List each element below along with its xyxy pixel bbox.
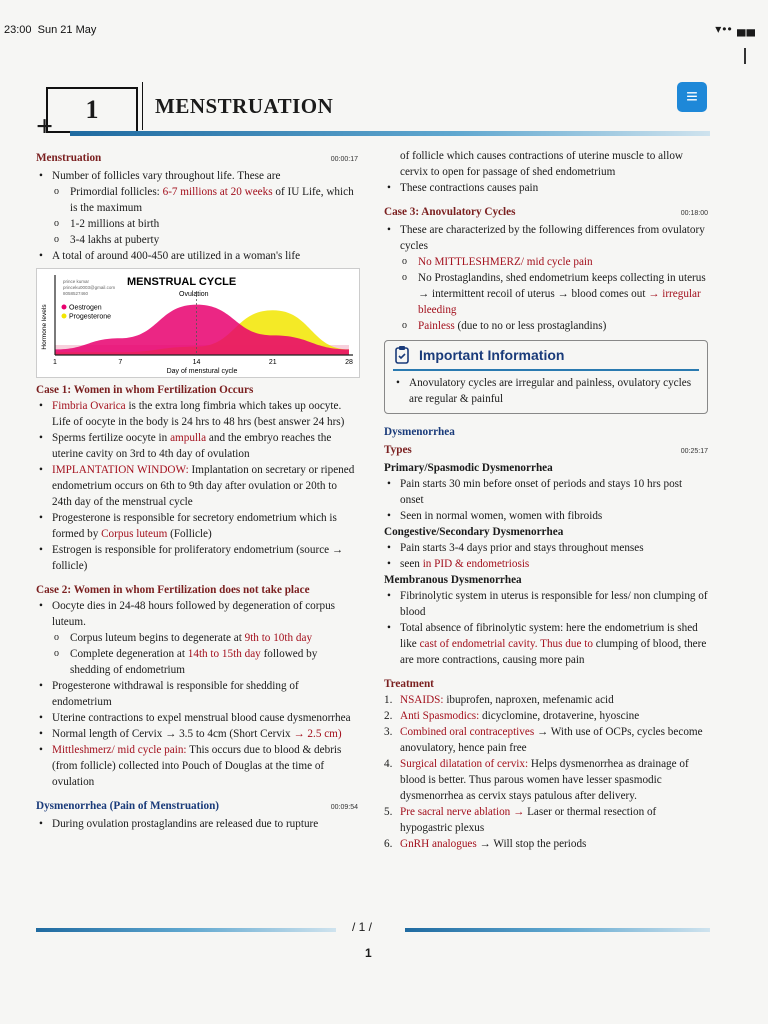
watermark-phone: 8058527460 (63, 291, 89, 296)
subheading-membranous: Membranous Dysmenorrhea (384, 574, 522, 586)
x-tick-label: 1 (53, 359, 57, 366)
list-item: • Fibrinolytic system in uterus is responsible for less/ non clumping of blood (384, 588, 708, 620)
y-axis-label: Hormone levels (41, 304, 48, 350)
list-item: • Mittleshmerz/ mid cycle pain: This occurs due to blood & debris (from follicle) collected into Pouch of Douglas at the time of ovulation (36, 742, 358, 790)
list-item: • A total of around 400-450 are utilized in a woman's life (36, 248, 358, 264)
treatment-item: 2. Anti Spasmodics: dicyclomine, drotaverine, hyoscine (384, 710, 640, 722)
video-timestamp[interactable]: 00:00:17 (330, 156, 358, 163)
list-item: • Normal length of Cervix → 3.5 to 4cm (Short Cervix → 2.5 cm) (36, 726, 358, 742)
list-item: • Uterine contractions to expel menstrual blood cause dysmenorrhea (36, 710, 358, 726)
sub-list-item: o Painless (due to no or less prostaglandins) (384, 318, 708, 334)
chart-title: MENSTRUAL CYCLE (127, 276, 237, 288)
info-title: Important Information (419, 347, 565, 363)
title-underline (70, 131, 710, 136)
list-item: • Seen in normal women, women with fibroids (384, 508, 708, 524)
left-column (36, 148, 358, 832)
legend-oestrogen-swatch (62, 305, 67, 310)
scroll-indicator (744, 48, 746, 64)
clipboard-icon (393, 345, 413, 365)
list-item: • Progesterone withdrawal is responsible for shedding of endometrium (36, 678, 358, 710)
chapter-title: MENSTRUATION (155, 94, 334, 118)
status-time-date (4, 24, 96, 36)
watermark-email: princeku0003@gmail.com (63, 285, 116, 290)
important-information-box (384, 340, 708, 414)
list-item: • Anovulatory cycles are irregular and painless, ovulatory cycles are regular & painful (393, 375, 699, 407)
sub-list-item: o 3-4 lakhs at puberty (36, 232, 358, 248)
list-item: • Fimbria Ovarica is the extra long fimbria which takes up oocyte. Life of oocyte in the body is 24 hrs to 48 hrs (best answer 24 hrs) (36, 398, 358, 430)
list-item: • During ovulation prostaglandins are released due to rupture (36, 816, 358, 832)
menstrual-cycle-chart (36, 268, 360, 378)
section-heading-case3: Case 3: Anovulatory Cycles 00:18:00 (384, 204, 708, 222)
list-item: • Pain starts 30 min before onset of periods and stays 10 hrs post onset (384, 476, 708, 508)
watermark-name: prince kumar (63, 279, 90, 284)
video-timestamp[interactable]: 00:25:17 (680, 448, 708, 455)
sub-list-item: o Corpus luteum begins to degenerate at 9th to 10th day (36, 630, 358, 646)
list-item: • Total absence of fibrinolytic system: here the endometrium is shed like cast of endometrial cavity. Thus due to clumping of blood, there are more contractions, causing more pain (384, 620, 708, 668)
list-item: • Sperms fertilize oocyte in ampulla and the embryo reaches the uterine cavity on 3rd to 4th day of ovulation (36, 430, 358, 462)
ovulation-label: Ovulation (179, 291, 209, 298)
sub-list-item: o No MITTLESHMERZ/ mid cycle pain (384, 254, 708, 270)
footer-rule-left (36, 928, 336, 932)
sub-list-item: o No Prostaglandins, shed endometrium keeps collecting in uterus → intermittent recoil of uterus → blood comes out → irregular bleeding (384, 270, 708, 318)
divider (142, 82, 143, 130)
status-date: Sun 21 May (37, 24, 97, 36)
list-item: • These are characterized by the following differences from ovulatory cycles (384, 222, 708, 254)
page-number: 1 (365, 946, 372, 960)
x-tick-label: 28 (345, 359, 353, 366)
list-item: • IMPLANTATION WINDOW: Implantation on secretary or ripened endometrium occurs on 6th to 9th day after ovulation or 20th to 24th day of the menstrual cycle (36, 462, 358, 510)
legend-progesterone-label: Progesterone (69, 313, 112, 321)
footer-page-marker: / 1 / (352, 920, 373, 934)
plus-icon: + (36, 110, 54, 143)
legend-oestrogen-label: Oestrogen (69, 304, 102, 312)
status-indicators: ▾•• ▄▄ (715, 22, 756, 36)
chapter-number-box (46, 87, 138, 133)
list-item: • seen in PID & endometriosis (384, 556, 708, 572)
x-tick-label: 7 (118, 359, 123, 366)
treatment-item: 4. Surgical dilatation of cervix: Helps dysmenorrhea as drainage of blood is better. Thus parous women have lesser spasmodic dysmenorrhea as cervix stays patulous after delivery. (384, 758, 689, 802)
right-column (384, 148, 708, 852)
subheading-congestive: Congestive/Secondary Dysmenorrhea (384, 526, 564, 538)
section-heading-treatment: Treatment (384, 678, 434, 690)
section-heading-types: Types 00:25:17 (384, 442, 708, 460)
section-heading-menstruation: Menstruation 00:00:17 (36, 150, 358, 168)
sub-list-item: o Primordial follicles: 6-7 millions at 20 weeks of IU Life, which is the maximum (36, 184, 358, 216)
x-tick-label: 14 (192, 359, 201, 366)
treatment-item: 1. NSAIDS: ibuprofen, naproxen, mefenamic acid (384, 694, 614, 706)
section-heading-case1: Case 1: Women in whom Fertilization Occurs (36, 384, 254, 396)
chapter-number: 1 (85, 95, 99, 124)
x-axis-label: Day of menstural cycle (166, 368, 238, 375)
video-timestamp[interactable]: 00:18:00 (680, 210, 708, 217)
info-header (393, 345, 699, 371)
treatment-item: 3. Combined oral contraceptives → With use of OCPs, cycles become anovulatory, hence pain free (384, 726, 703, 754)
list-item: • Oocyte dies in 24-48 hours followed by degeneration of corpus luteum. (36, 598, 358, 630)
chart-svg (37, 269, 359, 377)
section-heading-dysmenorrhea: Dysmenorrhea (384, 426, 455, 438)
status-time: 23:00 (4, 24, 32, 36)
list-item: • Progesterone is responsible for secretory endometrium which is formed by Corpus luteum (Follicle) (36, 510, 358, 542)
section-heading-case2: Case 2: Women in whom Fertilization does not take place (36, 584, 310, 596)
legend-progesterone-swatch (62, 314, 67, 319)
subheading-primary: Primary/Spasmodic Dysmenorrhea (384, 462, 553, 474)
section-heading-dysmenorrhea-pain: Dysmenorrhea (Pain of Menstruation) 00:09:54 (36, 798, 358, 816)
treatment-item: 5. Pre sacral nerve ablation → Laser or thermal resection of hypogastric plexus (384, 806, 657, 834)
x-tick-label: 21 (268, 359, 277, 366)
video-timestamp[interactable]: 00:09:54 (330, 804, 358, 811)
continued-text: of follicle which causes contractions of uterine muscle to allow cervix to open for passage of shed endometrium (400, 150, 684, 178)
list-item: • Pain starts 3-4 days prior and stays throughout menses (384, 540, 708, 556)
sub-list-item: o Complete degeneration at 14th to 15th day followed by shedding of endometrium (36, 646, 358, 678)
sub-list-item: o 1-2 millions at birth (36, 216, 358, 232)
list-item: • Number of follicles vary throughout life. These are (36, 168, 358, 184)
treatment-item: 6. GnRH analogues → Will stop the periods (384, 838, 587, 850)
app-logo-icon[interactable]: ≡ (677, 82, 707, 112)
list-item: • These contractions causes pain (384, 180, 708, 196)
list-item: • Estrogen is responsible for proliferatory endometrium (source → follicle) (36, 542, 358, 574)
footer-rule-right (405, 928, 710, 932)
